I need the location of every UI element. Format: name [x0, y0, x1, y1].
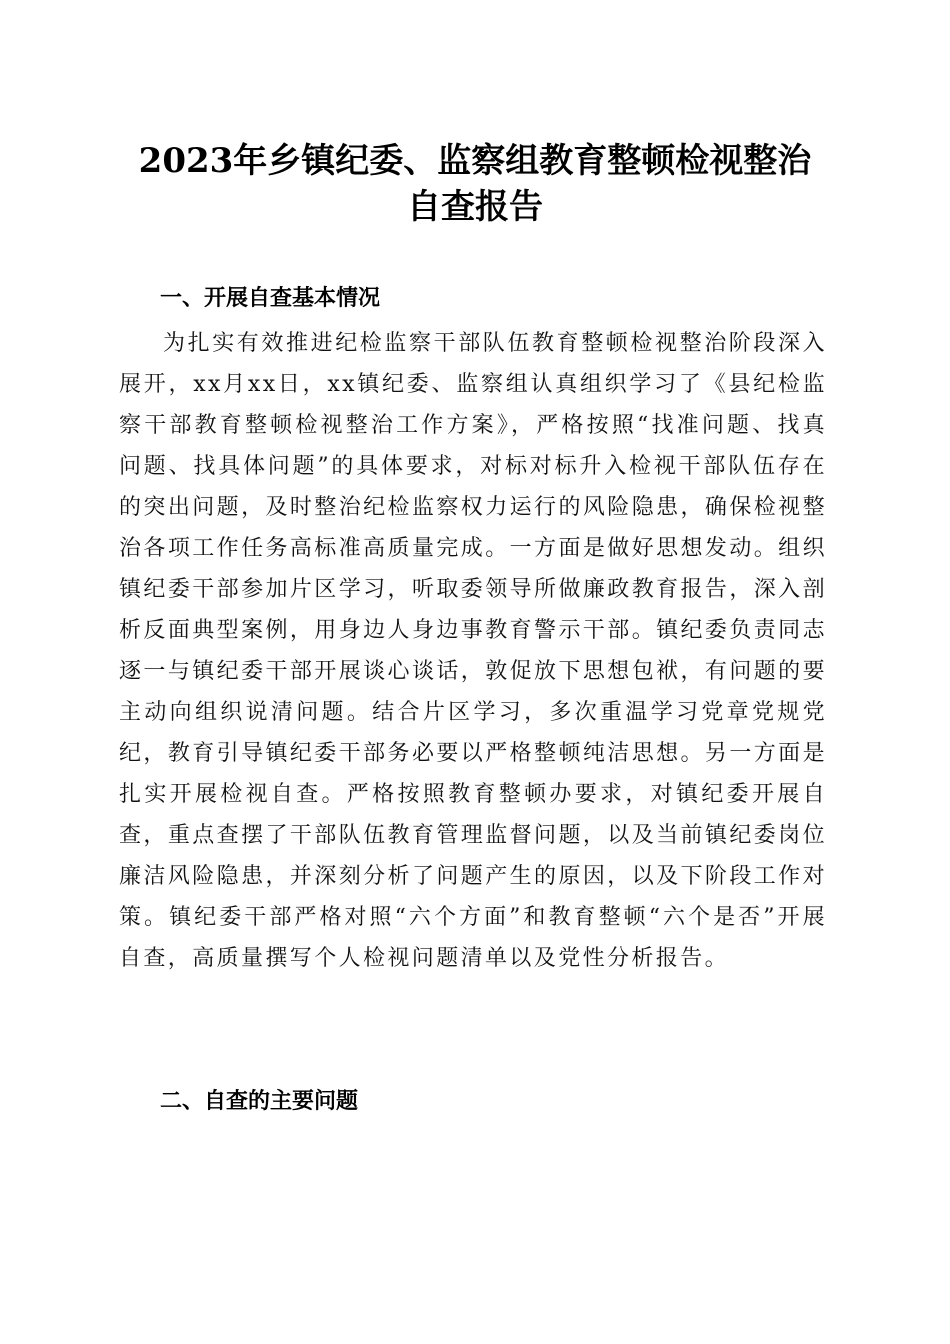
- section-1-paragraph: 为扎实有效推进纪检监察干部队伍教育整顿检视整治阶段深入展开，xx月xx日，xx镇纪委、监察组认真组织学习了《县纪检监察干部教育整顿检视整治工作方案》，严格按照“找准问题、找真问题、找具体问题”的具体要求，对标对标升入检视干部队伍存在的突出问题，及时整治纪检监察权力运行的风险隐患，确保检视整治各项工作任务高标准高质量完成。一方面是做好思想发动。组织镇纪委干部参加片区学习，听取委领导所做廉政教育报告，深入剖析反面典型案例，用身边人身边事教育警示干部。镇纪委负责同志逐一与镇纪委干部开展谈心谈话，敦促放下思想包袱，有问题的要主动向组织说清问题。结合片区学习，多次重温学习党章党规党纪，教育引导镇纪委干部务必要以严格整顿纯洁思想。另一方面是扎实开展检视自查。严格按照教育整顿办要求，对镇纪委开展自查，重点查摆了干部队伍教育管理监督问题，以及当前镇纪委岗位廉洁风险隐患，并深刻分析了问题产生的原因，以及下阶段工作对策。镇纪委干部严格对照“六个方面”和教育整顿“六个是否”开展自查，高质量撰写个人检视问题清单以及党性分析报告。: [119, 331, 827, 971]
- section-heading-2: 二、自查的主要问题: [160, 1089, 359, 1114]
- document-title-line-1: 2023年乡镇纪委、监察组教育整顿检视整治: [138, 141, 812, 181]
- section-heading-1: 一、开展自查基本情况: [160, 286, 381, 311]
- document-title-line-2: 自查报告: [407, 187, 543, 227]
